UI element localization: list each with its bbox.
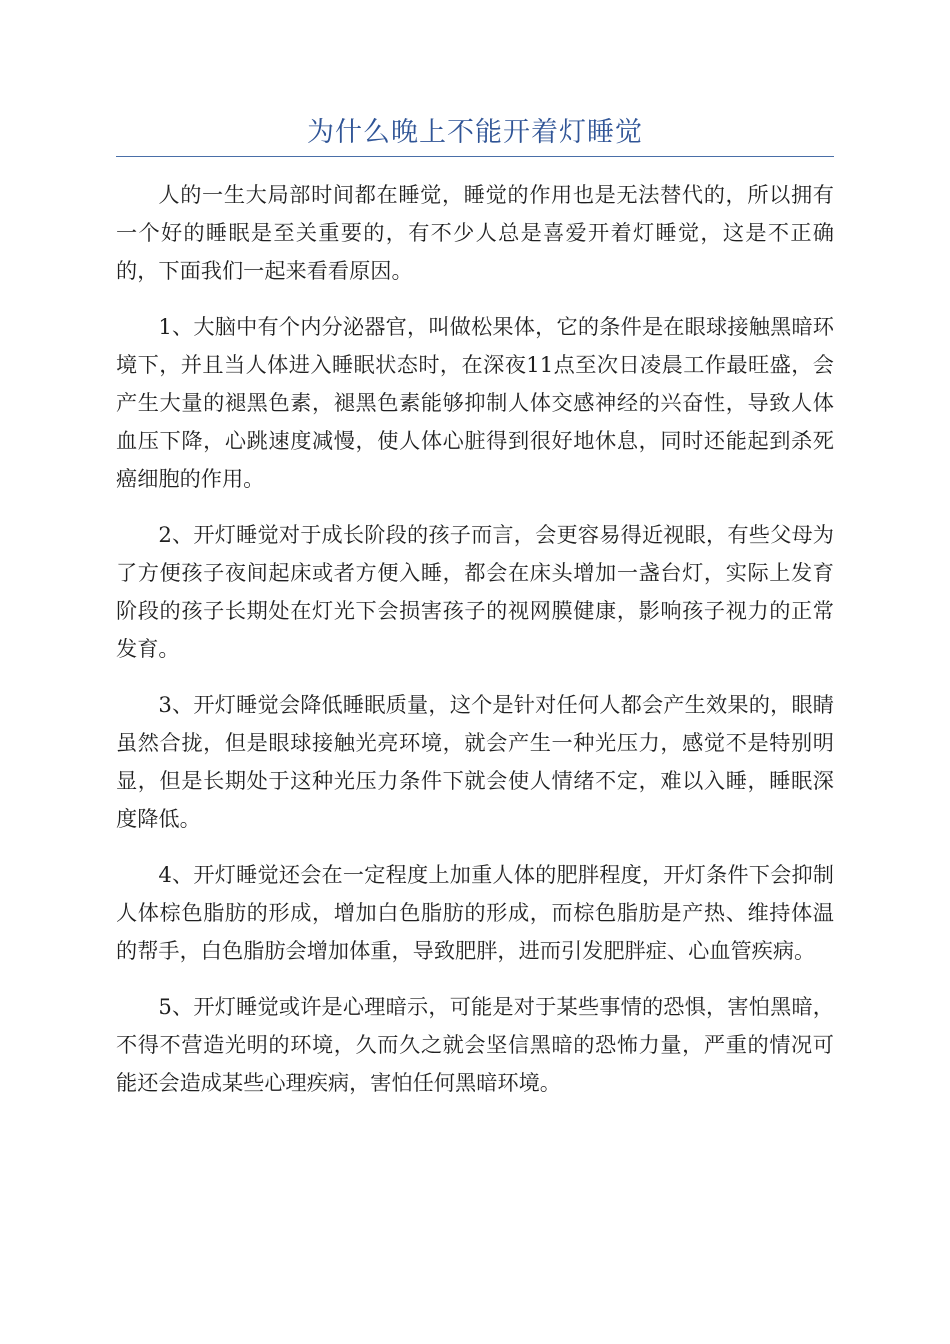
point-1-paragraph: 1、大脑中有个内分泌器官，叫做松果体，它的条件是在眼球接触黑暗环境下，并且当人体进入睡眠状态时，在深夜11点至次日凌晨工作最旺盛，会产生大量的褪黑色素，褪黑色素能够抑制人体交感神经的兴奋性，导致人体血压下降，心跳速度减慢，使人体心脏得到很好地休息，同时还能起到杀死癌细胞的作用。 (116, 314, 834, 491)
point-5-paragraph: 5、开灯睡觉或许是心理暗示，可能是对于某些事情的恐惧，害怕黑暗，不得不营造光明的环境，久而久之就会坚信黑暗的恐怖力量，严重的情况可能还会造成某些心理疾病，害怕任何黑暗环境。 (116, 994, 834, 1095)
title-block (116, 110, 834, 157)
point-2-paragraph: 2、开灯睡觉对于成长阶段的孩子而言，会更容易得近视眼，有些父母为了方便孩子夜间起床或者方便入睡，都会在床头增加一盏台灯，实际上发育阶段的孩子长期处在灯光下会损害孩子的视网膜健康，影响孩子视力的正常发育。 (116, 522, 834, 661)
point-4-paragraph: 4、开灯睡觉还会在一定程度上加重人体的肥胖程度，开灯条件下会抑制人体棕色脂肪的形成，增加白色脂肪的形成，而棕色脂肪是产热、维持体温的帮手，白色脂肪会增加体重，导致肥胖，进而引发肥胖症、心血管疾病。 (116, 862, 834, 963)
point-3-paragraph: 3、开灯睡觉会降低睡眠质量，这个是针对任何人都会产生效果的，眼睛虽然合拢，但是眼球接触光亮环境，就会产生一种光压力，感觉不是特别明显，但是长期处于这种光压力条件下就会使人情绪不定，难以入睡，睡眠深度降低。 (116, 692, 834, 831)
intro-paragraph: 人的一生大局部时间都在睡觉，睡觉的作用也是无法替代的，所以拥有一个好的睡眠是至关重要的，有不少人总是喜爱开着灯睡觉，这是不正确的，下面我们一起来看看原因。 (116, 182, 834, 283)
document-body (116, 176, 834, 1120)
document-title: 为什么晚上不能开着灯睡觉 (307, 117, 643, 148)
